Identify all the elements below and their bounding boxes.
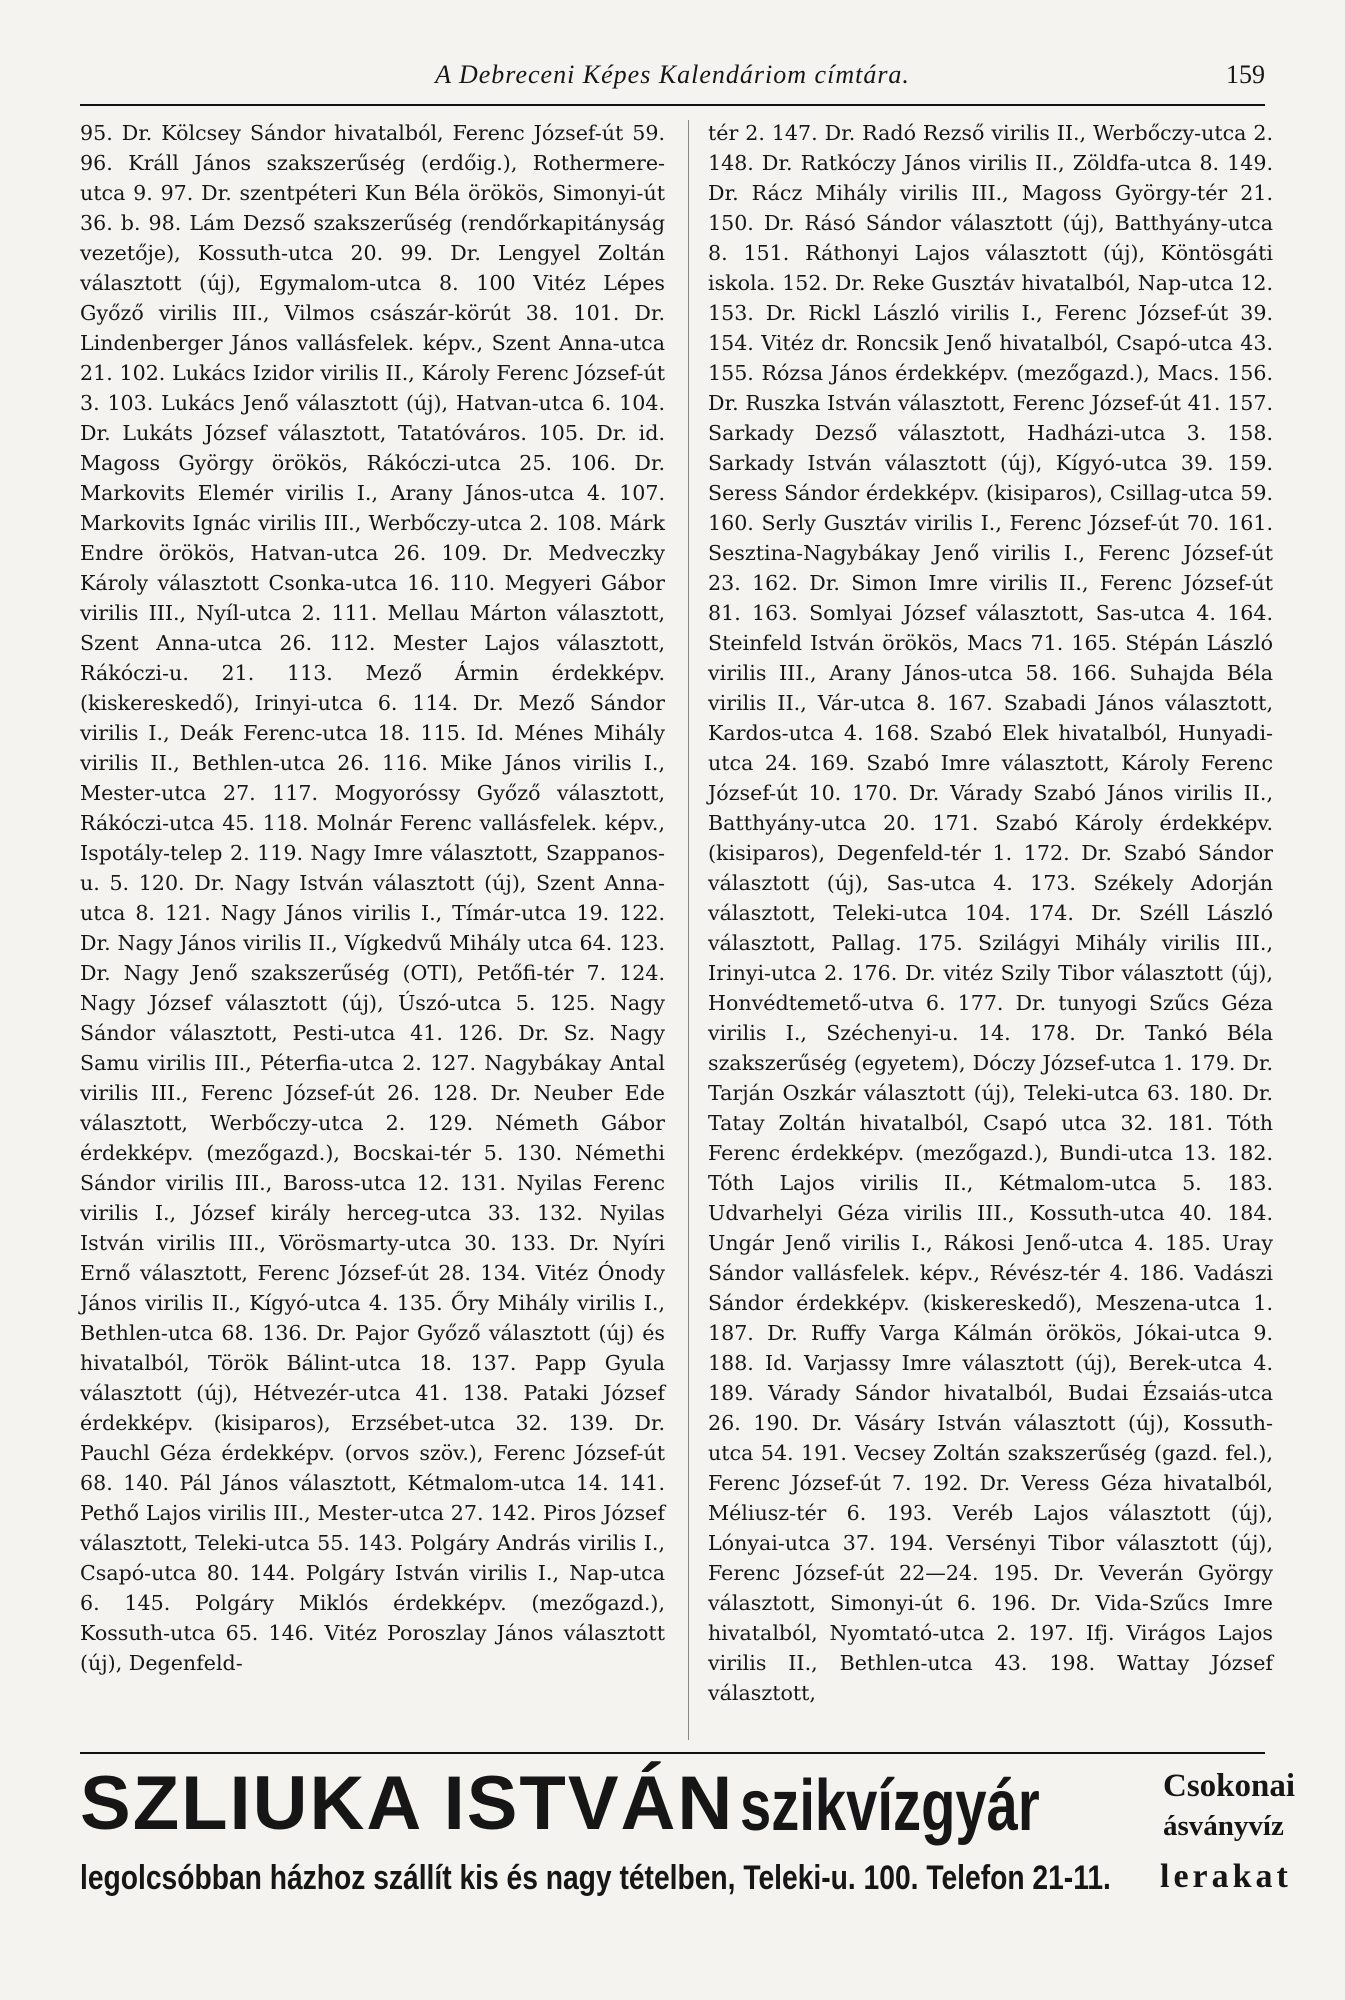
advert-company-name: SZLIUKA ISTVÁN	[80, 1761, 735, 1846]
advert-product: szikvízgyár	[740, 1766, 1040, 1846]
header-rule	[80, 104, 1265, 106]
advert-brand-line2: ásványvíz	[1163, 1810, 1284, 1842]
page-number: 159	[1226, 60, 1265, 89]
column-divider	[688, 120, 689, 1740]
advert-rule	[80, 1752, 1265, 1754]
right-column	[708, 118, 1273, 1708]
right-column-text: tér 2. 147. Dr. Radó Rezső virilis II., Werbőczy-utca 2. 148. Dr. Ratkóczy János virilis II., Zöldfa-utca 8. 149. Dr. Rácz Mihály virilis III., Magoss György-tér 21. 150. Dr. Rásó Sándor választott (új), Batthyány-utca 8. 151. Ráthonyi Lajos választott (új), Köntösgáti iskola. 152. Dr. Reke Gusztáv hivatalból, Nap-utca 12. 153. Dr. Rickl László virilis I., Ferenc József-út 39. 154. Vitéz dr. Roncsik Jenő hivatalból, Csapó-utca 43. 155. Rózsa János érdekképv. (mezőgazd.), Macs. 156. Dr. Ruszka István választott, Ferenc József-út 41. 157. Sarkady Dezső választott, Hadházi-utca 3. 158. Sarkady István választott (új), Kígyó-utca 39. 159. Seress Sándor érdekképv. (kisiparos), Csillag-utca 59. 160. Serly Gusztáv virilis I., Ferenc József-út 70. 161. Sesztina-Nagybákay Jenő virilis I., Ferenc József-út 23. 162. Dr. Simon Imre virilis II., Ferenc József-út 81. 163. Somlyai József választott, Sas-utca 4. 164. Steinfeld István örökös, Macs 71. 165. Stépán László virilis III., Arany János-utca 58. 166. Suhajda Béla virilis II., Vár-utca 8. 167. Szabadi János választott, Kardos-utca 4. 168. Szabó Elek hivatalból, Hunyadi-utca 24. 169. Szabó Imre választott, Károly Ferenc József-út 10. 170. Dr. Várady Szabó János virilis II., Batthyány-utca 20. 171. Szabó Károly érdekképv. (kisiparos), Degenfeld-tér 1. 172. Dr. Szabó Sándor választott (új), Sas-utca 4. 173. Székely Adorján választott, Teleki-utca 104. 174. Dr. Széll László választott, Pallag. 175. Szilágyi Mihály virilis III., Irinyi-utca 2. 176. Dr. vitéz Szily Tibor választott (új), Honvédtemető-utva 6. 177. Dr. tunyogi Szűcs Géza virilis I., Széchenyi-u. 14. 178. Dr. Tankó Béla szakszerűség (egyetem), Dóczy József-utca 1. 179. Dr. Tarján Oszkár választott (új), Teleki-utca 63. 180. Dr. Tatay Zoltán hivatalból, Csapó utca 32. 181. Tóth Ferenc érdekképv. (mezőgazd.), Bundi-utca 13. 182. Tóth Lajos virilis II., Kétmalom-utca 5. 183. Udvarhelyi Géza virilis III., Kossuth-utca 40. 184. Ungár Jenő virilis I., Rákosi Jenő-utca 4. 185. Uray Sándor vallásfelek. képv., Révész-tér 4. 186. Vadászi Sándor érdekképv. (kiskereskedő), Meszena-utca 1. 187. Dr. Ruffy Varga Kálmán örökös, Jókai-utca 9. 188. Id. Varjassy Imre választott (új), Berek-utca 4. 189. Várady Sándor hivatalból, Budai Ézsaiás-utca 26. 190. Dr. Vásáry István választott (új), Kossuth-utca 54. 191. Vecsey Zoltán szakszerűség (gazd. fel.), Ferenc József-út 7. 192. Dr. Veress Géza hivatalból, Méliusz-tér 6. 193. Veréb Lajos választott (új), Lónyai-utca 37. 194. Versényi Tibor választott (új), Ferenc József-út 22—24. 195. Dr. Veverán György választott, Simonyi-út 6. 196. Dr. Vida-Szűcs Imre hivatalból, Nyomtató-utca 2. 197. Ifj. Virágos Lajos virilis II., Bethlen-utca 43. 198. Wattay József választott,	[708, 121, 1273, 1705]
advert-slogan: legolcsóbban házhoz szállít kis és nagy tételben, Teleki-u. 100. Telefon 21-11.	[80, 1859, 1111, 1897]
left-column-text: 95. Dr. Kölcsey Sándor hivatalból, Ferenc József-út 59. 96. Králl János szakszerűség (erdőig.), Rothermere-utca 9. 97. Dr. szentpéteri Kun Béla örökös, Simonyi-út 36. b. 98. Lám Dezső szakszerűség (rendőrkapitányság vezetője), Kossuth-utca 20. 99. Dr. Lengyel Zoltán választott (új), Egymalom-utca 8. 100 Vitéz Lépes Győző virilis III., Vilmos császár-körút 38. 101. Dr. Lindenberger János vallásfelek. képv., Szent Anna-utca 21. 102. Lukács Izidor virilis II., Károly Ferenc József-út 3. 103. Lukács Jenő választott (új), Hatvan-utca 6. 104. Dr. Lukáts József választott, Tatatóváros. 105. Dr. id. Magoss György örökös, Rákóczi-utca 25. 106. Dr. Markovits Elemér virilis I., Arany János-utca 4. 107. Markovits Ignác virilis III., Werbőczy-utca 2. 108. Márk Endre örökös, Hatvan-utca 26. 109. Dr. Medveczky Károly választott Csonka-utca 16. 110. Megyeri Gábor virilis III., Nyíl-utca 2. 111. Mellau Márton választott, Szent Anna-utca 26. 112. Mester Lajos választott, Rákóczi-u. 21. 113. Mező Ármin érdekképv. (kiskereskedő), Irinyi-utca 6. 114. Dr. Mező Sándor virilis I., Deák Ferenc-utca 18. 115. Id. Ménes Mihály virilis II., Bethlen-utca 26. 116. Mike János virilis I., Mester-utca 27. 117. Mogyoróssy Győző választott, Rákóczi-utca 45. 118. Molnár Ferenc vallásfelek. képv., Ispotály-telep 2. 119. Nagy Imre választott, Szappanos-u. 5. 120. Dr. Nagy István választott (új), Szent Anna-utca 8. 121. Nagy János virilis I., Tímár-utca 19. 122. Dr. Nagy János virilis II., Vígkedvű Mihály utca 64. 123. Dr. Nagy Jenő szakszerűség (OTI), Petőfi-tér 7. 124. Nagy József választott (új), Úszó-utca 5. 125. Nagy Sándor választott, Pesti-utca 41. 126. Dr. Sz. Nagy Samu virilis III., Péterfia-utca 2. 127. Nagybákay Antal virilis III., Ferenc József-út 26. 128. Dr. Neuber Ede választott, Werbőczy-utca 2. 129. Németh Gábor érdekképv. (mezőgazd.), Bocskai-tér 5. 130. Némethi Sándor virilis III., Baross-utca 12. 131. Nyilas Ferenc virilis I., József király herceg-utca 33. 132. Nyilas István virilis III., Vörösmarty-utca 30. 133. Dr. Nyíri Ernő választott, Ferenc József-út 28. 134. Vitéz Ónody János virilis II., Kígyó-utca 4. 135. Őry Mihály virilis I., Bethlen-utca 68. 136. Dr. Pajor Győző választott (új) és hivatalból, Török Bálint-utca 18. 137. Papp Gyula választott (új), Hétvezér-utca 41. 138. Pataki József érdekképv. (kisiparos), Erzsébet-utca 32. 139. Dr. Pauchl Géza érdekképv. (orvos szöv.), Ferenc József-út 68. 140. Pál János választott, Kétmalom-utca 14. 141. Pethő Lajos virilis III., Mester-utca 27. 142. Piros József választott, Teleki-utca 55. 143. Polgáry András virilis I., Csapó-utca 80. 144. Polgáry István virilis I., Nap-utca 6. 145. Polgáry Miklós érdekképv. (mezőgazd.), Kossuth-utca 65. 146. Vitéz Poroszlay János választott (új), Degenfeld-	[80, 121, 665, 1675]
advert-brand-line1: Csokonai	[1163, 1768, 1296, 1804]
advert-depot: lerakat	[1160, 1858, 1292, 1895]
advertisement	[80, 1761, 1296, 1952]
left-column	[80, 118, 665, 1678]
page-header	[80, 58, 1265, 98]
running-title: A Debreceni Képes Kalendáriom címtára.	[435, 60, 910, 89]
